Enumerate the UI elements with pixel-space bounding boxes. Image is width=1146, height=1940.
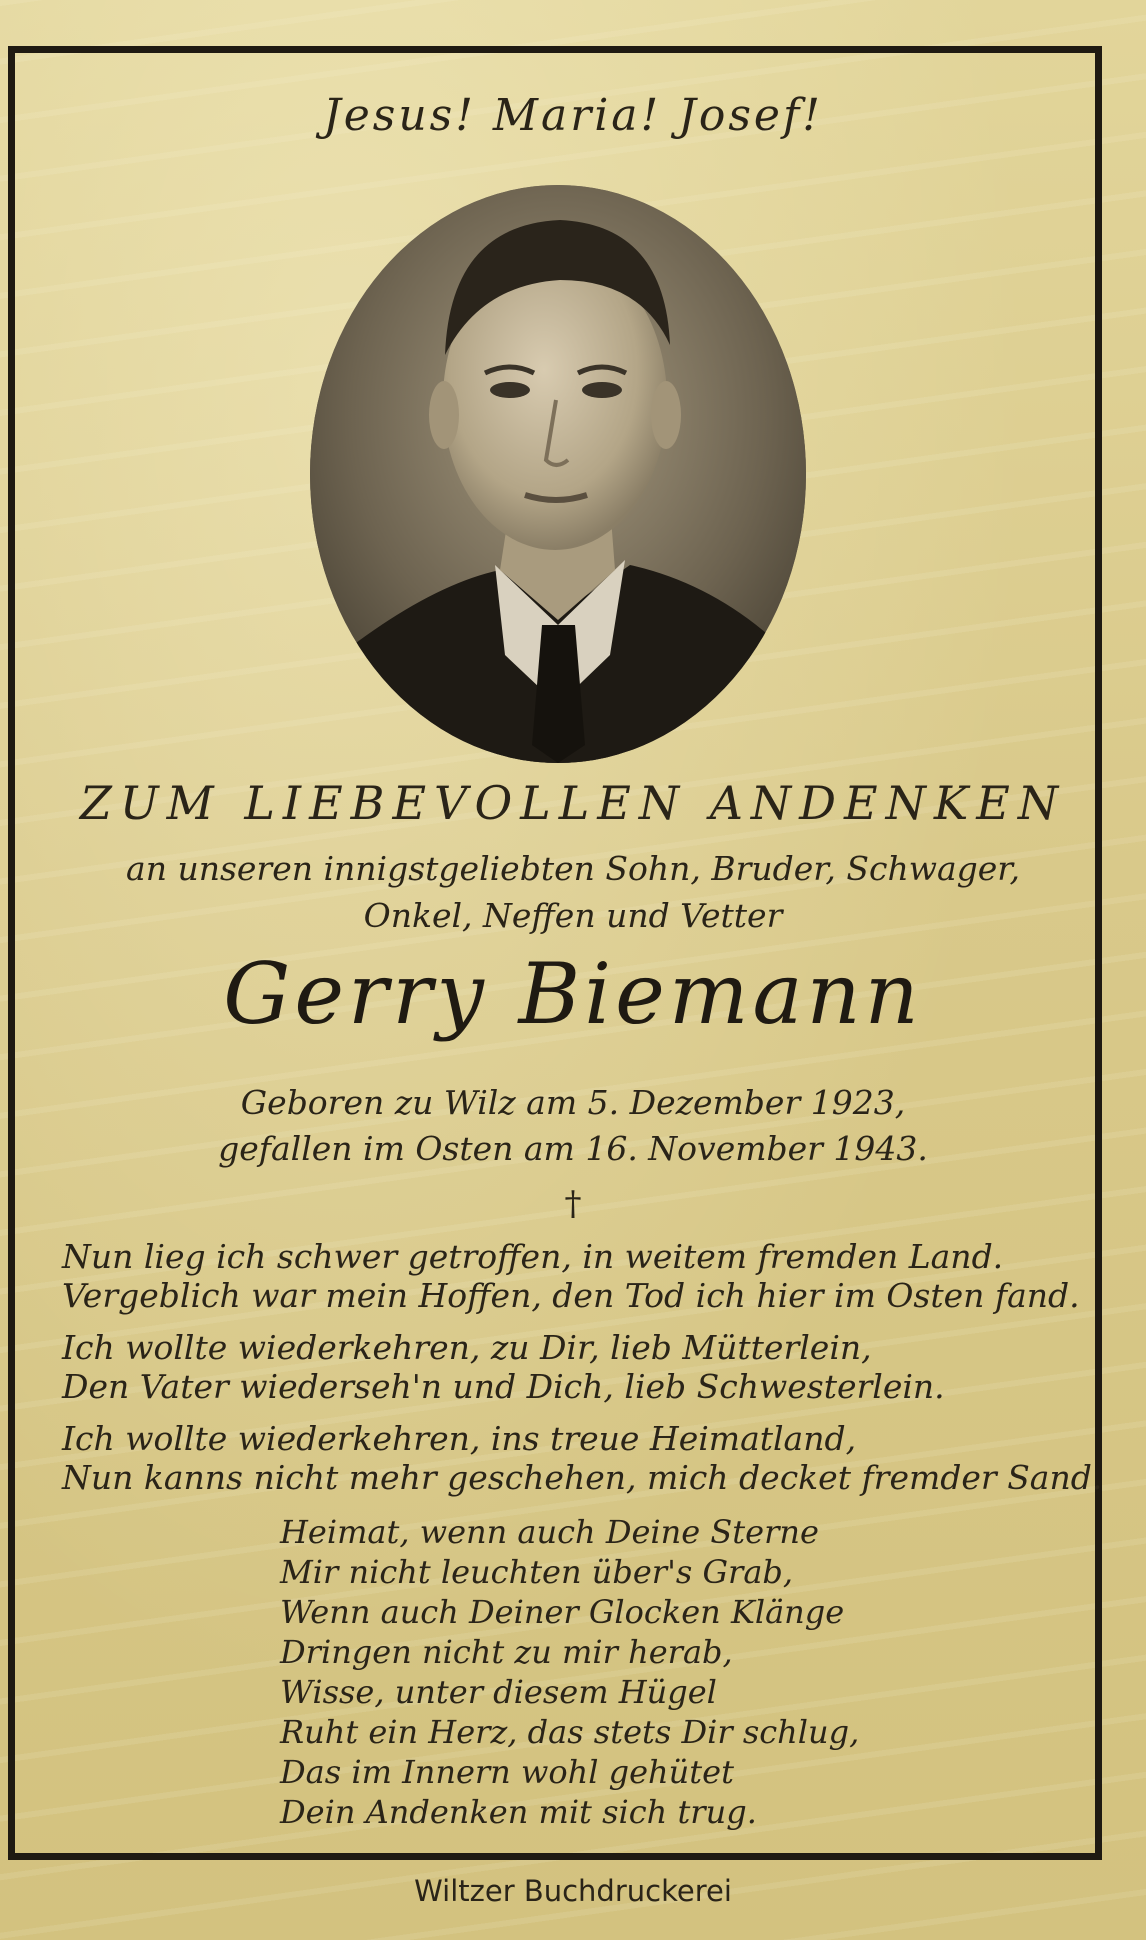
life-dates	[0, 1080, 1146, 1172]
poem-line: Mir nicht leuchten über's Grab,	[280, 1553, 794, 1591]
cross-icon: †	[564, 1184, 582, 1224]
poem-line: Wisse, unter diesem Hügel	[280, 1673, 717, 1711]
invocation-line: Jesus! Maria! Josef!	[323, 90, 823, 141]
deceased-name: Gerry Biemann	[223, 945, 923, 1043]
verse-line: Vergeblich war mein Hoffen, den Tod ich hier im Osten fand.	[62, 1276, 1080, 1315]
poem-line: Heimat, wenn auch Deine Sterne	[280, 1513, 819, 1551]
verse-stanza	[62, 1419, 1103, 1497]
verse-line: Den Vater wiederseh'n und Dich, lieb Schwesterlein.	[62, 1367, 945, 1406]
dedication-text	[0, 845, 1146, 939]
birth-line: Geboren zu Wilz am 5. Dezember 1923,	[240, 1083, 906, 1122]
poem-line: Das im Innern wohl gehütet	[280, 1753, 734, 1791]
portrait-image	[310, 185, 806, 763]
closing-poem	[280, 1512, 1040, 1832]
verse-line: Nun lieg ich schwer getroffen, in weitem fremden Land.	[62, 1237, 1004, 1276]
verse-line: Nun kanns nicht mehr geschehen, mich decket fremder Sand.	[62, 1458, 1103, 1497]
verse-stanza	[62, 1328, 1072, 1406]
verse-line: Ich wollte wiederkehren, zu Dir, lieb Mütterlein,	[62, 1328, 872, 1367]
dedication-line: Onkel, Neffen und Vetter	[363, 896, 783, 935]
dedication-line: an unseren innigstgeliebten Sohn, Bruder, Schwager,	[126, 849, 1020, 888]
death-line: gefallen im Osten am 16. November 1943.	[218, 1129, 928, 1168]
poem-line: Dein Andenken mit sich trug.	[280, 1793, 757, 1831]
verse-line: Ich wollte wiederkehren, ins treue Heimatland,	[62, 1419, 857, 1458]
poem-line: Wenn auch Deiner Glocken Klänge	[280, 1593, 845, 1631]
memorial-heading: ZUM LIEBEVOLLEN ANDENKEN	[79, 776, 1067, 830]
poem-line: Ruht ein Herz, das stets Dir schlug,	[280, 1713, 860, 1751]
portrait-photo	[310, 185, 806, 763]
verse-stanza	[62, 1237, 1080, 1315]
poem-line: Dringen nicht zu mir herab,	[280, 1633, 733, 1671]
printer-imprint: Wiltzer Buchdruckerei	[414, 1874, 732, 1908]
